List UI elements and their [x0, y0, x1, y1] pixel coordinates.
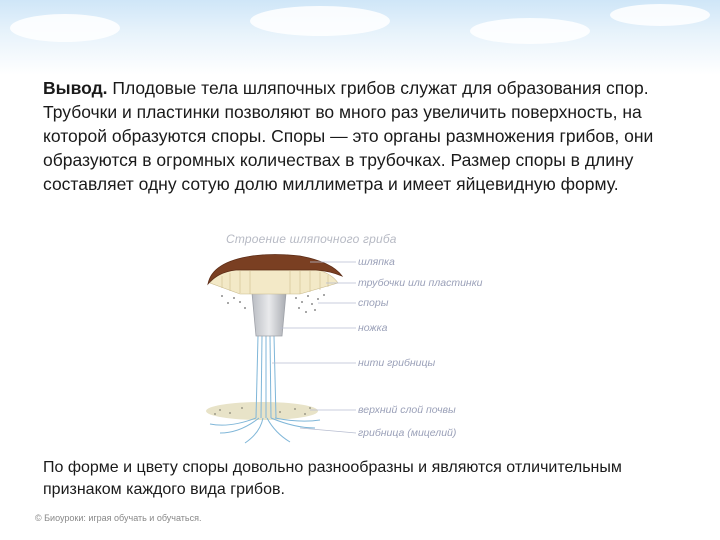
footer-credit: © Биоуроки: играя обучать и обучаться. — [35, 513, 202, 523]
cloud-decoration — [10, 14, 120, 42]
mushroom-structure-diagram — [200, 228, 520, 453]
label-mycelium: грибница (мицелий) — [358, 427, 457, 439]
sky-background — [0, 0, 720, 75]
label-hyphae: нити грибницы — [358, 357, 436, 369]
label-stem: ножка — [358, 322, 388, 334]
conclusion-label: Вывод. — [43, 78, 108, 98]
cloud-decoration — [250, 6, 390, 36]
hyphae-threads — [210, 336, 320, 443]
label-soil: верхний слой почвы — [358, 404, 456, 416]
summary-paragraph: По форме и цвету споры довольно разнообразны и являются отличительным признаком каждого вида грибов. — [43, 459, 622, 498]
soil-layer — [206, 402, 318, 420]
conclusion-text: Плодовые тела шляпочных грибов служат для образования спор. Трубочки и пластинки позволяют во много раз увеличить поверхность, на которой образуются споры. Споры — это органы размножения грибов, они образуются в огромных количествах в трубочках. Размер споры в длину составляет одну сотую долю миллиметра и имеет яйцевидную форму. — [43, 78, 654, 194]
stem — [252, 293, 286, 336]
label-cap: шляпка — [358, 256, 395, 268]
label-tubes: трубочки или пластинки — [358, 277, 483, 289]
cloud-decoration — [470, 18, 590, 44]
diagram-title: Строение шляпочного гриба — [226, 232, 397, 246]
tubes-layer — [210, 270, 338, 294]
label-spores: споры — [358, 297, 389, 309]
conclusion-paragraph — [43, 76, 683, 196]
cloud-decoration — [610, 4, 710, 26]
